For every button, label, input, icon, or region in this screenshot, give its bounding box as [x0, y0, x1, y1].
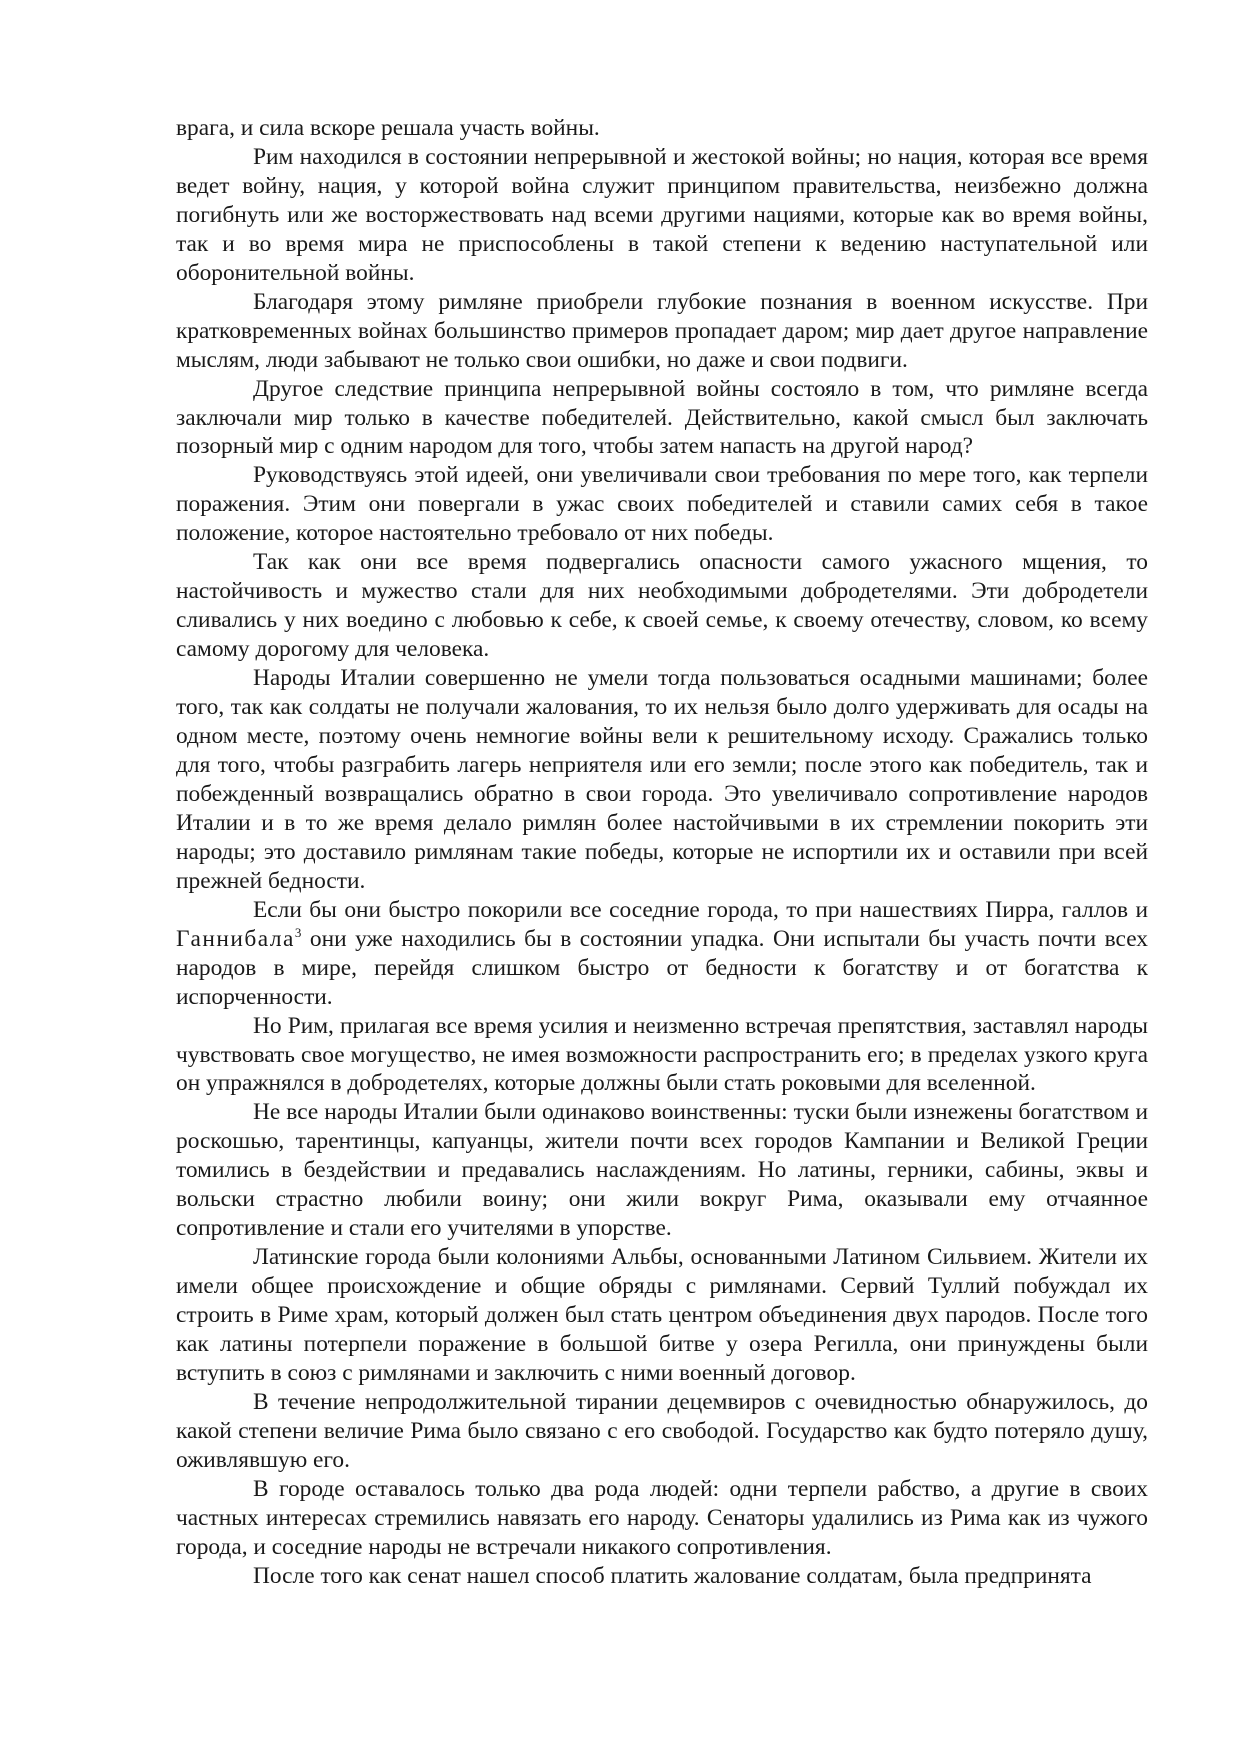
paragraph-5: Руководствуясь этой идеей, они увеличивали свои требования по мере того, как терпели поражения. Этим они повергали в ужас своих победителей и ставили самих себя в такое положение, которое настоятельно требовало от них победы. [176, 462, 1148, 547]
paragraph-12: В течение непродолжительной тирании децемвиров с очевидностью обнаружилось, до какой степени величие Рима было связано с его свободой. Государство как будто потеряло душу, оживлявшую его. [176, 1388, 1148, 1473]
paragraph-14: После того как сенат нашел способ платить жалование солдатам, была предпринята [253, 1562, 1092, 1589]
paragraph-10: Не все народы Италии были одинаково воинственны: туски были изнежены богатством и роскошью, тарентинцы, капуанцы, жители почти всех городов Кампании и Великой Греции томились в бездействии и предавались наслаждениям. Но латины, герники, сабины, эквы и вольски страстно любили воину; они жили вокруг Рима, оказывали ему отчаянное сопротивление и стали его учителями в упорстве. [176, 1099, 1148, 1242]
paragraph-1: врага, и сила вскоре решала участь войны. [176, 115, 600, 141]
paragraph-8 [176, 896, 1148, 1012]
body-text [176, 114, 1148, 1591]
paragraph-4: Другое следствие принципа непрерывной войны состояло в том, что римляне всегда заключали мир только в качестве победителей. Действительно, какой смысл был заключать позорный мир с одним народом для того, чтобы затем напасть на другой народ? [176, 375, 1148, 460]
paragraph-13: В городе оставалось только два рода людей: одни терпели рабство, а другие в своих частных интересах стремились навязать его народу. Сенаторы удалились из Рима как из чужого города, и соседние народы не встречали никакого сопротивления. [176, 1475, 1148, 1560]
paragraph-3: Благодаря этому римляне приобрели глубокие познания в военном искусстве. При кратковременных войнах большинство примеров пропадает даром; мир дает другое направление мыслям, люди забывают не только свои ошибки, но даже и свои подвиги. [176, 288, 1148, 373]
hannibal-name: Ганнибала [176, 925, 295, 952]
paragraph-2: Рим находился в состоянии непрерывной и жестокой войны; но нация, которая все время ведет войну, нация, у которой война служит принципом правительства, неизбежно должна погибнуть или же восторжествовать над всеми другими нациями, которые как во время войны, так и во время мира не приспособлены в такой степени к ведению наступательной или оборонительной войны. [176, 143, 1148, 286]
paragraph-11: Латинские города были колониями Альбы, основанными Латином Сильвием. Жители их имели общее происхождение и общие обряды с римлянами. Сервий Туллий побуждал их строить в Риме храм, который должен был стать центром объединения двух пародов. После того как латины потерпели поражение в большой битве у озера Регилла, они принуждены были вступить в союз с римлянами и заключить с ними военный договор. [176, 1244, 1148, 1386]
paragraph-7: Народы Италии совершенно не умели тогда пользоваться осадными машинами; более того, так как солдаты не получали жалования, то их нельзя было долго удерживать для осады на одном месте, поэтому очень немногие войны вели к решительному исходу. Сражались только для того, чтобы разграбить лагерь неприятеля или его земли; после этого как победитель, так и побежденный возвращались обратно в свои города. Это увеличивало сопротивление народов Италии и в то же время делало римлян более настойчивыми в их стремлении покорить эти народы; это доставило римлянам такие победы, которые не испортили их и оставили при всей прежней бедности. [176, 665, 1148, 894]
footnote-marker[interactable]: 3 [294, 924, 302, 940]
paragraph-6: Так как они все время подвергались опасности самого ужасного мщения, то настойчивость и мужество стали для них необходимыми добродетелями. Эти добродетели сливались у них воедино с любовью к себе, к своей семье, к своему отечеству, словом, ко всему самому дорогому для человека. [176, 549, 1148, 663]
paragraph-9: Но Рим, прилагая все время усилия и неизменно встречая препятствия, заставлял народы чувствовать свое могущество, не имея возможности распространить его; в пределах узкого круга он упражнялся в добродетелях, которые должны были стать роковыми для вселенной. [176, 1012, 1148, 1097]
paragraph-8-start: Если бы они быстро покорили все соседние города, то при нашествиях Пирра, галлов и [253, 896, 1148, 923]
paragraph-8-end: они уже находились бы в состоянии упадка. Они испытали бы участь почти всех народов в мире, перейдя слишком быстро от бедности к богатству и от богатства к испорченности. [176, 925, 1148, 1010]
